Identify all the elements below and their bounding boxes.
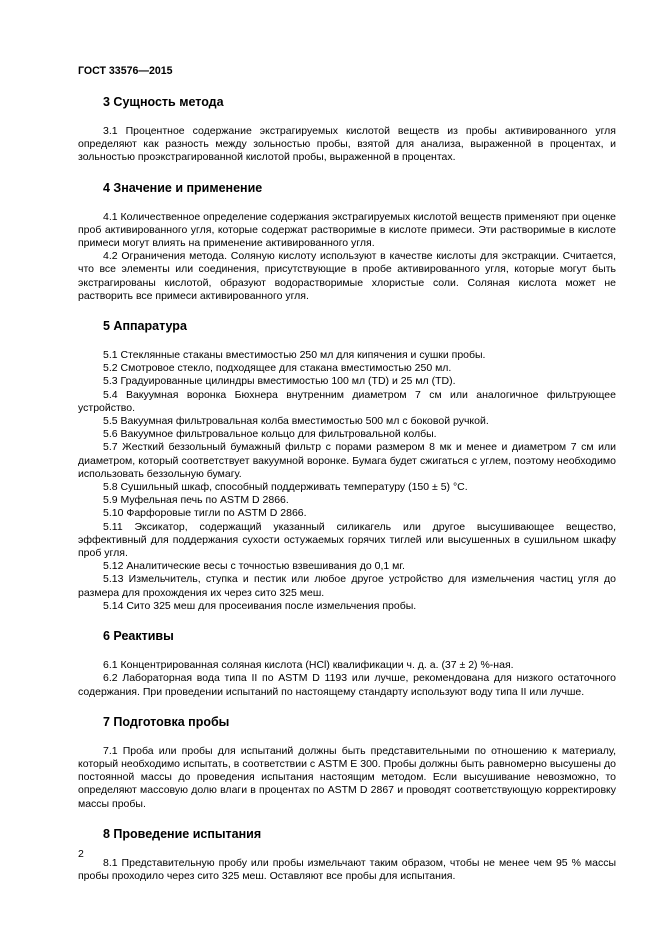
page-number: 2 [78,848,84,860]
document-code-header: ГОСТ 33576—2015 [78,65,173,77]
section-3 [78,93,616,165]
clause-5-9: 5.9 Муфельная печь по ASTM D 2866. [103,494,289,507]
clause-4-2: 4.2 Ограничения метода. Соляную кислоту используют в качестве кислоты для экстракции. Считается, что все элементы или соединения, присутствующие в пробе активированного угля, которые могут быть экстрагированы кислотой, образуют водорастворимые хлористые соли. Соляная кислота может не растворить все примеси активированного угля. [78,250,616,302]
clause-8-1: 8.1 Представительную пробу или пробы измельчают таким образом, чтобы не менее чем 95 % массы пробы проходило через сито 325 меш. Оставляют все пробы для испытания. [78,856,616,882]
clause-5-1: 5.1 Стеклянные стаканы вместимостью 250 мл для кипячения и сушки пробы. [103,349,486,362]
section-heading: 5 Аппаратура [103,319,187,334]
clause-5-7: 5.7 Жесткий беззольный бумажный фильтр с порами размером 8 мк и менее и диаметром 7 см или диаметром, который соответствует вакуумной воронке. Бумага будет сжигаться с углем, поэтому необходимо использовать беззольную бумагу. [78,441,616,480]
clause-5-8: 5.8 Сушильный шкаф, способный поддерживать температуру (150 ± 5) °С. [103,481,468,494]
clause-5-13: 5.13 Измельчитель, ступка и пестик или любое другое устройство для измельчения частиц угля до размера для прохождения их через сито 325 меш. [78,573,616,599]
section-heading: 4 Значение и применение [103,180,263,195]
section-heading: 8 Проведение испытания [103,826,262,841]
clause-7-1: 7.1 Проба или пробы для испытаний должны быть представительными по отношению к материалу, который необходимо испытать, в соответствии с ASTM E 300. Пробы должны быть равномерно высушены до постоянной массы до проведения испытания настоящим методом. Если высушивание невозможно, то определяют массовую долю влаги в процентах по ASTM D 2867 и проводят соответствующую корректировку массы пробы. [78,744,616,810]
clause-5-6: 5.6 Вакуумное фильтровальное кольцо для фильтровальной колбы. [103,428,437,441]
clause-4-1: 4.1 Количественное определение содержания экстрагируемых кислотой веществ применяют при оценке проб активированного угля, которые содержат растворимые в кислоте примеси. Эти растворимые в кислоте примеси могут влиять на применение активированного угля. [78,210,616,250]
section-7 [78,713,616,811]
section-heading: 7 Подготовка пробы [103,714,230,729]
section-5 [78,317,616,613]
section-4 [78,179,616,303]
section-6 [78,627,616,699]
clause-3-1: 3.1 Процентное содержание экстрагируемых кислотой веществ из пробы активированного угля определяют как разность между зольностью пробы, взятой для анализа, выраженной в процентах, и зольностью проэкстрагированной кислотой пробы, выраженной в процентах. [78,125,616,164]
clause-5-14: 5.14 Сито 325 меш для просеивания после измельчения пробы. [103,599,417,612]
section-heading: 6 Реактивы [103,629,174,644]
clause-5-10: 5.10 Фарфоровые тигли по ASTM D 2866. [103,507,307,520]
clause-5-11: 5.11 Эксикатор, содержащий указанный силикагель или другое высушивающее вещество, эффективный для поддержания сухости остужаемых горячих тиглей или высушенных в сушильном шкафу проб угля. [78,520,616,560]
clause-5-4: 5.4 Вакуумная воронка Бюхнера внутренним диаметром 7 см или аналогичное фильтрующее устройство. [78,388,616,414]
clause-5-2: 5.2 Смотровое стекло, подходящее для стакана вместимостью 250 мл. [103,362,452,375]
section-heading: 3 Сущность метода [103,95,224,109]
clause-6-2: 6.2 Лабораторная вода типа II по ASTM D 1193 или лучше, рекомендована для низкого остаточного содержания. При проведении испытаний по настоящему стандарту используют воду типа II или лучше. [78,672,616,698]
section-8 [78,825,616,883]
clause-5-5: 5.5 Вакуумная фильтровальная колба вместимостью 500 мл с боковой ручкой. [103,415,489,428]
clause-5-3: 5.3 Градуированные цилиндры вместимостью 100 мл (TD) и 25 мл (TD). [103,375,456,388]
clause-5-12: 5.12 Аналитические весы с точностью взвешивания до 0,1 мг. [103,560,405,573]
clause-6-1: 6.1 Концентрированная соляная кислота (HCl) квалификации ч. д. а. (37 ± 2) %-ная. [103,659,514,672]
document-body [78,93,616,883]
